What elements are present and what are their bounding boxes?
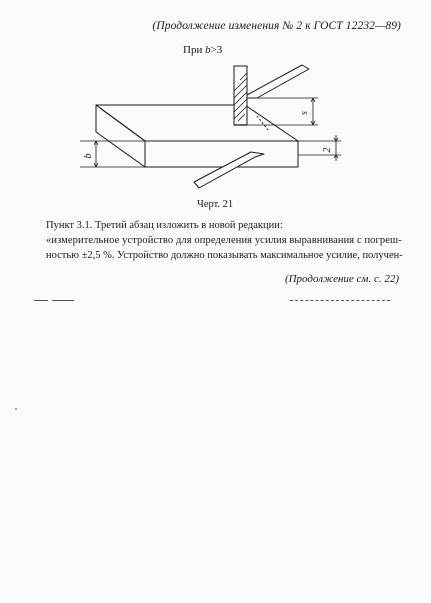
condition-rest: >3 [210,44,223,56]
footer-rule [290,300,390,301]
page-header: (Продолжение изменения № 2 к ГОСТ 12232—89) [152,20,401,32]
footer-rule [34,300,48,301]
upper-pointer [247,65,309,98]
technical-drawing [0,0,431,200]
condition-variable: b [205,44,211,56]
scan-speck [15,408,17,410]
dim-label-b: b [83,153,94,159]
continuation-note: (Продолжение см. с. 22) [284,273,399,285]
plate-front-face [145,141,298,167]
figure-caption: Черт. 21 [197,199,234,210]
paragraph-line-1: Пункт 3.1. Третий абзац изложить в новой редакции: [46,220,283,231]
paragraph-line-3: ностью ±2,5 %. Устройство должно показывать максимальное усилие, получен- [46,250,403,261]
paragraph-line-2: «измерительное устройство для определения усилия выравнивания с погреш- [46,235,402,246]
dim-label-two: 2 [322,147,333,153]
dim-label-s: s [299,111,310,115]
condition-prefix: При [183,44,203,56]
footer-rule [52,300,74,301]
